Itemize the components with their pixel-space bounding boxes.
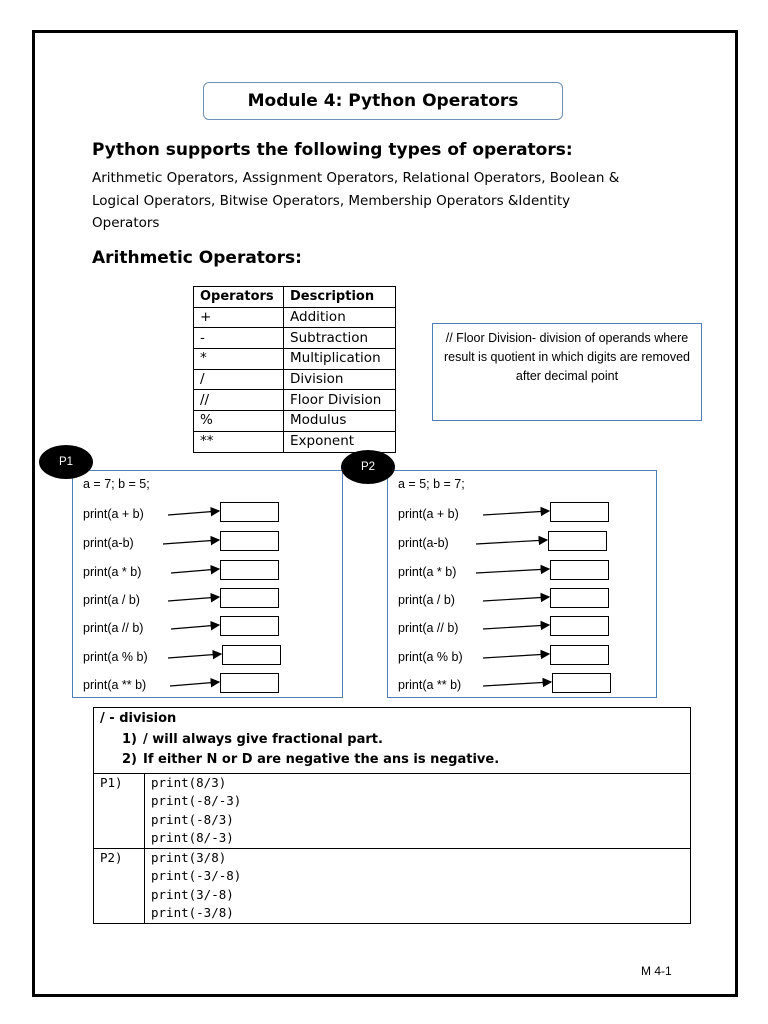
code-line: print(a * b) (398, 565, 457, 579)
table-row (194, 328, 396, 349)
rule-text: / will always give fractional part. (143, 731, 383, 747)
floor-division-note: // Floor Division- division of operands where result is quotient in which digits are removed after decimal point (432, 323, 702, 421)
division-rules (94, 708, 691, 774)
arithmetic-heading: Arithmetic Operators: (92, 248, 302, 268)
code-line: print(3/-8) (151, 886, 234, 902)
operator-cell: * (194, 349, 284, 370)
program-code (145, 848, 691, 923)
exercise-panel-p1 (72, 470, 343, 698)
module-title: Module 4: Python Operators (203, 82, 563, 120)
table-row (194, 390, 396, 411)
exercise-panel-p2 (387, 470, 657, 698)
page-number: M 4-1 (641, 964, 672, 978)
code-line: print(3/8) (151, 849, 227, 865)
rule-item (100, 750, 684, 771)
operators-table (193, 286, 396, 453)
rule-text: If either N or D are negative the ans is negative. (143, 752, 500, 767)
operator-cell: % (194, 411, 284, 432)
table-row (194, 349, 396, 370)
code-line: print(a * b) (83, 565, 142, 579)
arrow (483, 597, 549, 601)
code-line: print(a % b) (83, 650, 148, 664)
arrow (483, 511, 549, 515)
code-line: print(a // b) (398, 621, 459, 635)
program-code (145, 773, 691, 848)
arrow (171, 569, 219, 573)
rule-number: 2) (122, 752, 137, 767)
arrow (483, 625, 549, 629)
rule-item (100, 730, 684, 751)
badge-p2: P2 (341, 450, 395, 484)
code-line: print(8/-3) (151, 830, 234, 845)
division-table (93, 707, 691, 924)
arrow (476, 569, 549, 573)
description-cell: Division (284, 369, 396, 390)
arrow (168, 597, 219, 601)
intro-line: Logical Operators, Bitwise Operators, Membership Operators &Identity (92, 192, 571, 209)
arrow (168, 511, 219, 515)
arrow (476, 540, 547, 544)
code-line: print(a // b) (83, 621, 144, 635)
description-cell: Modulus (284, 411, 396, 432)
code-line: print(-8/-3) (151, 793, 242, 808)
intro-text (92, 167, 682, 235)
description-cell: Exponent (284, 431, 396, 452)
program-row (94, 773, 691, 848)
arrows-layer (73, 471, 344, 699)
code-line: print(a % b) (398, 650, 463, 664)
code-line: print(a-b) (83, 536, 134, 550)
intro-line: Operators (92, 215, 160, 231)
table-row (194, 369, 396, 390)
table-row (194, 411, 396, 432)
column-header: Description (284, 287, 396, 308)
code-line: print(-8/3) (151, 811, 234, 827)
table-header-row (194, 287, 396, 308)
arrow (170, 682, 219, 686)
description-cell: Subtraction (284, 328, 396, 349)
intro-line: Arithmetic Operators, Assignment Operators, Relational Operators, Boolean & (92, 170, 620, 186)
code-line: print(a + b) (398, 507, 459, 521)
operator-cell: // (194, 390, 284, 411)
code-line: print(a / b) (83, 593, 140, 607)
panel-header: a = 7; b = 5; (83, 477, 150, 491)
table-row (194, 307, 396, 328)
rule-number: 1) (122, 731, 137, 747)
code-line: print(-3/8) (151, 905, 234, 920)
operator-cell: + (194, 307, 284, 328)
code-line: print(a-b) (398, 536, 449, 550)
description-cell: Multiplication (284, 349, 396, 370)
badge-p1: P1 (39, 445, 93, 479)
program-label: P2) (94, 848, 145, 923)
description-cell: Floor Division (284, 390, 396, 411)
code-line: print(a / b) (398, 593, 455, 607)
column-header: Operators (194, 287, 284, 308)
code-line: print(a ** b) (83, 678, 147, 692)
arrow (483, 654, 549, 658)
code-line: print(a + b) (83, 507, 144, 521)
description-cell: Addition (284, 307, 396, 328)
code-line: print(-3/-8) (151, 868, 242, 883)
table-row (194, 431, 396, 452)
arrow (483, 682, 551, 686)
arrow (171, 625, 219, 629)
division-heading: / - division (100, 711, 177, 726)
program-row (94, 848, 691, 923)
code-line: print(a ** b) (398, 678, 462, 692)
code-line: print(8/3) (151, 774, 227, 790)
panel-header: a = 5; b = 7; (398, 477, 465, 491)
program-label: P1) (94, 773, 145, 848)
arrow (163, 540, 219, 544)
arrow (168, 654, 221, 658)
intro-heading: Python supports the following types of operators: (92, 140, 573, 160)
operator-cell: ** (194, 431, 284, 452)
arrows-layer (388, 471, 658, 699)
operator-cell: / (194, 369, 284, 390)
operator-cell: - (194, 328, 284, 349)
